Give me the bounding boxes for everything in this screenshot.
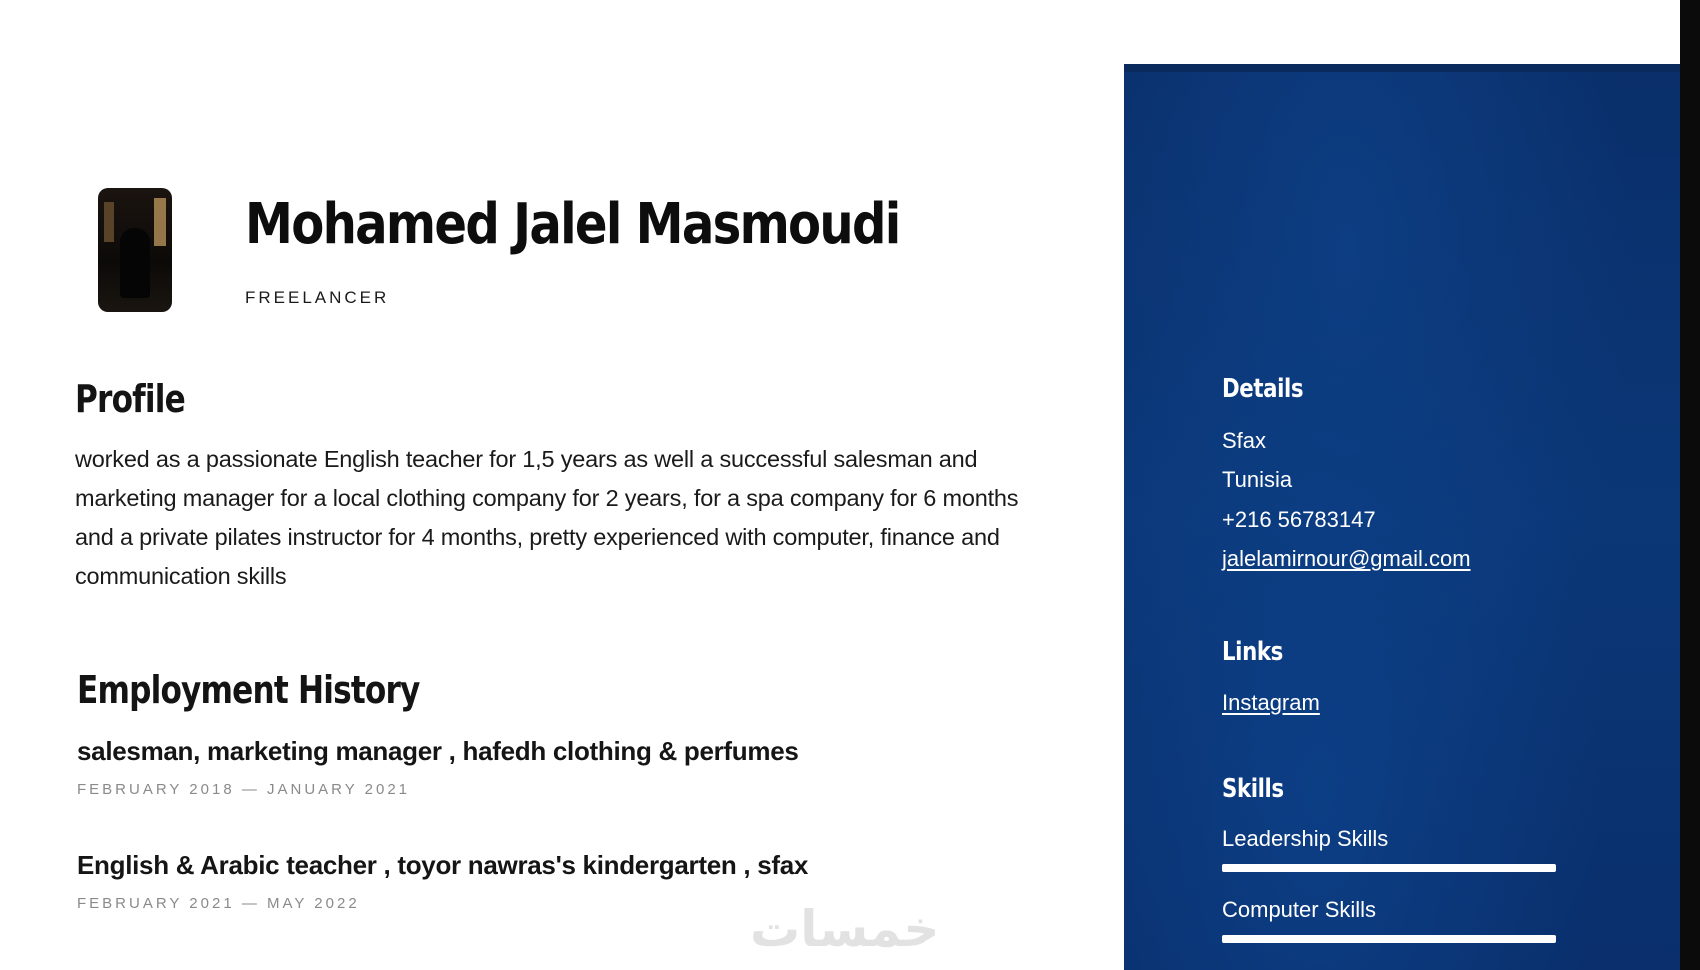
sidebar-top-strip <box>1124 64 1680 72</box>
skill-level-bar <box>1222 935 1556 943</box>
detail-country: Tunisia <box>1222 467 1293 492</box>
candidate-name: Mohamed Jalel Masmoudi <box>245 192 900 257</box>
skill-level-bar <box>1222 864 1556 872</box>
watermark-logo: خمسات <box>750 901 940 957</box>
employment-entry <box>77 736 977 798</box>
job-role: salesman, marketing manager , hafedh clothing & perfumes <box>77 736 799 766</box>
skill-level-fill <box>1222 864 1556 872</box>
profile-summary: worked as a passionate English teacher for 1,5 years as well a successful salesman and marketing manager for a local clothing company for 2 years, for a spa company for 6 months and a private pilates instructor for 4 months, pretty experienced with computer, finance and communication skills <box>75 446 1019 589</box>
links-heading: Links <box>1222 637 1283 667</box>
job-dates: FEBRUARY 2021 — MAY 2022 <box>77 895 360 912</box>
screen-edge <box>1680 0 1700 970</box>
job-role: English & Arabic teacher , toyor nawras's kindergarten , sfax <box>77 850 809 880</box>
profile-heading: Profile <box>75 377 185 421</box>
skills-heading: Skills <box>1222 774 1284 804</box>
avatar-person-silhouette <box>120 228 150 298</box>
avatar-background-light <box>104 202 114 242</box>
instagram-link[interactable]: Instagram <box>1222 690 1320 715</box>
details-heading: Details <box>1222 374 1304 404</box>
avatar-background-light <box>154 198 166 246</box>
detail-city: Sfax <box>1222 428 1267 453</box>
skill-label: Computer Skills <box>1222 897 1377 922</box>
job-title: FREELANCER <box>245 288 390 307</box>
detail-phone: +216 56783147 <box>1222 507 1376 532</box>
sidebar <box>1124 64 1680 970</box>
email-link[interactable]: jalelamirnour@gmail.com <box>1222 546 1471 571</box>
skill-level-fill <box>1222 935 1556 943</box>
skill-label: Leadership Skills <box>1222 826 1389 851</box>
employment-history-heading: Employment History <box>77 668 420 712</box>
job-dates: FEBRUARY 2018 — JANUARY 2021 <box>77 781 411 798</box>
avatar <box>98 188 172 312</box>
